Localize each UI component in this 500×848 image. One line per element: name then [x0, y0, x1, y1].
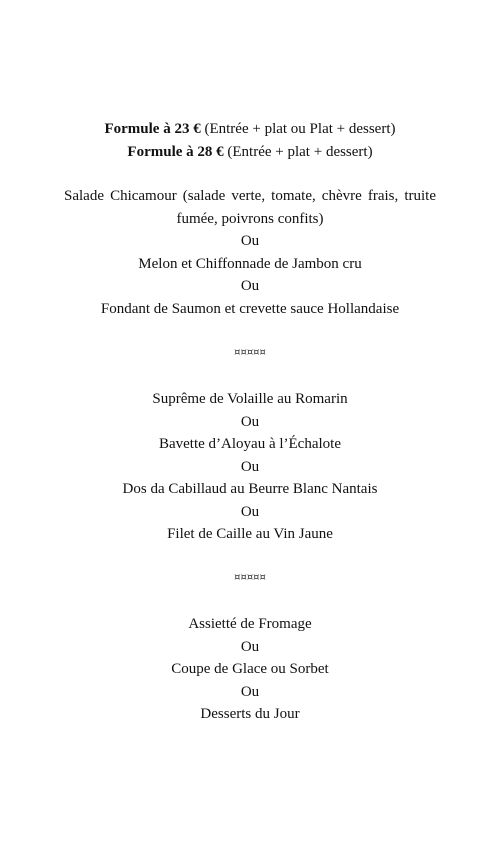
formule-23	[0, 118, 500, 141]
or-separator: Ou	[240, 413, 260, 430]
formule-28	[0, 141, 500, 164]
or-separator: Ou	[240, 503, 260, 520]
or-separator: Ou	[240, 638, 260, 655]
entree-item: Melon et Chiffonnade de Jambon cru	[138, 255, 362, 272]
plat-item: Dos da Cabillaud au Beurre Blanc Nantais	[122, 481, 378, 497]
or-separator: Ou	[240, 233, 260, 249]
formules-block	[0, 118, 500, 164]
entrees-section	[0, 185, 500, 320]
entree-item: Salade Chicamour (salade verte, tomate, chèvre frais, truite fumée, poivrons confits)	[64, 188, 436, 227]
formule-23-details: (Entrée + plat ou Plat + dessert)	[200, 121, 396, 137]
dessert-item: Desserts du Jour	[200, 706, 300, 722]
dessert-item: Coupe de Glace ou Sorbet	[171, 661, 329, 677]
desserts-section	[0, 613, 500, 726]
or-separator: Ou	[240, 458, 260, 475]
section-divider: ¤¤¤¤¤	[234, 572, 266, 583]
plat-item: Bavette d’Aloyau à l’Échalote	[158, 436, 341, 452]
plat-item: Suprême de Volaille au Romarin	[152, 391, 348, 407]
formule-28-label: Formule à 28 €	[127, 144, 224, 160]
section-divider: ¤¤¤¤¤	[234, 347, 266, 358]
dessert-item: Assietté de Fromage	[188, 616, 312, 632]
or-separator: Ou	[240, 278, 260, 294]
plats-section	[0, 388, 500, 546]
plat-item: Filet de Caille au Vin Jaune	[167, 526, 333, 542]
or-separator: Ou	[240, 683, 260, 700]
formule-28-details: (Entrée + plat + dessert)	[223, 144, 373, 160]
entree-item: Fondant de Saumon et crevette sauce Hollandaise	[100, 300, 400, 317]
formule-23-label: Formule à 23 €	[104, 121, 201, 137]
